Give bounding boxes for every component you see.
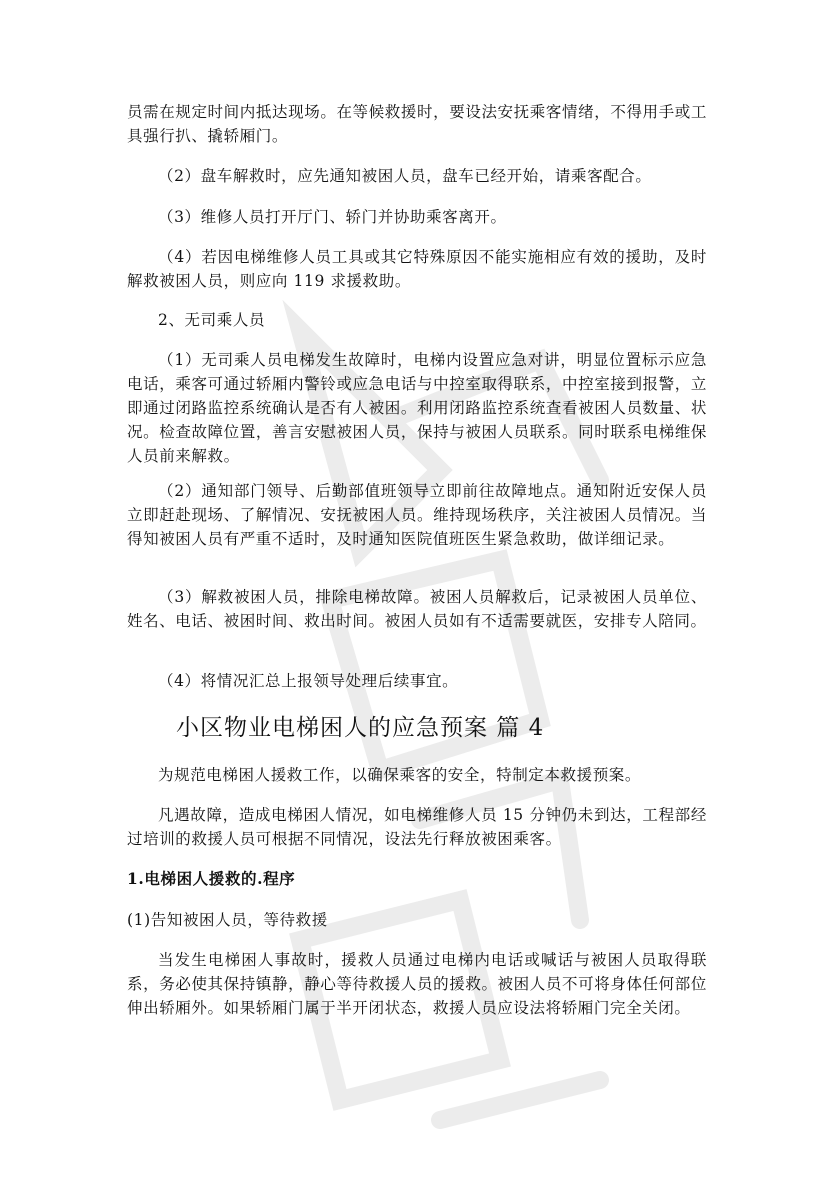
paragraph-no-operator-4: （4）将情况汇总上报领导处理后续事宜。	[158, 672, 459, 690]
paragraph-no-operator-2: （2）通知部门领导、后勤部值班领导立即前往故障地点。通知附近安保人员立即赶赴现场、了解情况、安抚被困人员。维持现场秩序，关注被困人员情况。当得知被困人员有严重不适时，及时通知医院值班医生紧急救助，做详细记录。	[127, 482, 707, 548]
paragraph-no-operator-3: （3）解救被困人员，排除电梯故障。被困人员解救后，记录被困人员单位、姓名、电话、被困时间、救出时间。被困人员如有不适需要就医，安排专人陪同。	[127, 588, 707, 630]
subheading-no-operator: 2、无司乘人员	[158, 311, 266, 329]
section-title: 小区物业电梯困人的应急预案 篇 4	[176, 715, 545, 741]
paragraph-no-operator-1: （1）无司乘人员电梯发生故障时，电梯内设置应急对讲，明显位置标示应急电话，乘客可通过轿厢内警铃或应急电话与中控室取得联系，中控室接到报警，立即通过闭路监控系统确认是否有人被困。利用闭路监控系统查看被困人员数量、状况。检查故障位置，善言安慰被困人员，保持与被困人员联系。同时联系电梯维保人员前来解救。	[127, 351, 707, 465]
paragraph-step-2: （2）盘车解救时，应先通知被困人员，盘车已经开始，请乘客配合。	[158, 167, 652, 185]
paragraph-continued: 员需在规定时间内抵达现场。在等候救援时，要设法安抚乘客情绪，不得用手或工具强行扒、撬轿厢门。	[127, 103, 707, 145]
paragraph-step-3: （3）维修人员打开厅门、轿门并协助乘客离开。	[158, 208, 507, 226]
section-paragraph-fault: 凡遇故障，造成电梯困人情况，如电梯维修人员 15 分钟仍未到达，工程部经过培训的救援人员可根据不同情况，设法先行释放被困乘客。	[127, 806, 707, 848]
section-paragraph-accident: 当发生电梯困人事故时，援救人员通过电梯内电话或喊话与被困人员取得联系，务必使其保持镇静，静心等待救援人员的援救。被困人员不可将身体任何部位伸出轿厢外。如果轿厢门属于半开闭状态，救援人员应设法将轿厢门完全关闭。	[127, 951, 707, 1017]
section-intro: 为规范电梯困人援救工作，以确保乘客的安全，特制定本救援预案。	[158, 766, 642, 784]
section-step-notify: (1)告知被困人员，等待救援	[127, 911, 328, 929]
section-subheading-procedure: 1.电梯困人援救的.程序	[127, 869, 296, 888]
paragraph-step-4: （4）若因电梯维修人员工具或其它特殊原因不能实施相应有效的援助，及时解救被困人员，则应向 119 求援救助。	[127, 248, 707, 290]
